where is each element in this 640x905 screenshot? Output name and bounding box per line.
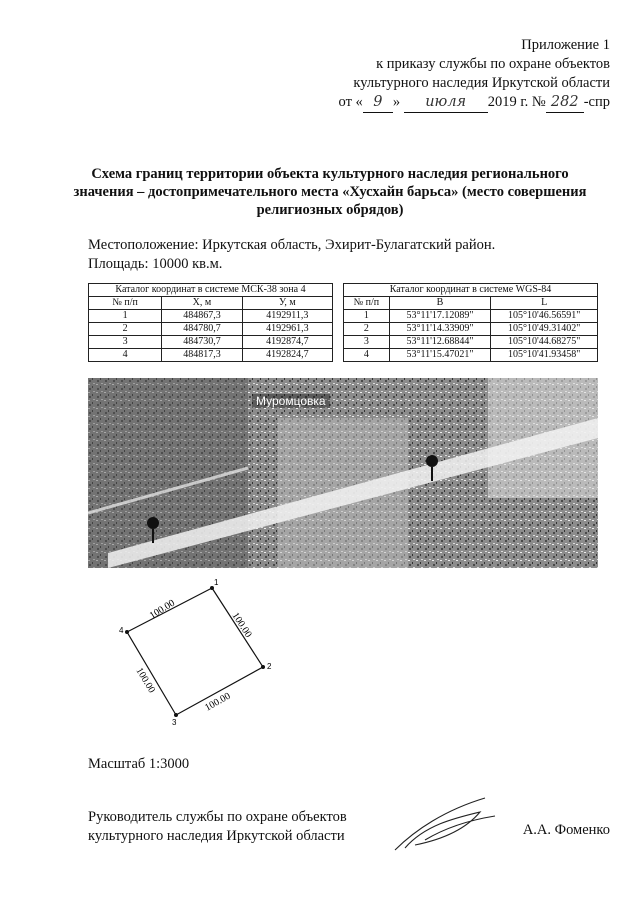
handwritten-signature [385, 790, 505, 865]
vertex-marker [261, 665, 265, 669]
position-line-2: культурного наследия Иркутской области [88, 828, 345, 844]
table-cell: 105°10'49.31402" [491, 323, 598, 336]
table-cell: 105°10'41.93458" [491, 349, 598, 362]
boundary-scheme-svg [110, 575, 290, 735]
table-row [344, 323, 598, 336]
document-title: Схема границ территории объекта культурного наследия регионального значения – достопримечательного места «Хусхайн барьса» (место совершения религиозных обрядов) [73, 166, 587, 218]
table-cell: 105°10'46.56591" [491, 310, 598, 323]
table-cell: 2 [89, 323, 162, 336]
table-cell: 3 [89, 336, 162, 349]
table-cell: 53°11'12.68844" [389, 336, 491, 349]
table-cell: 1 [344, 310, 390, 323]
date-suffix: -спр [583, 94, 610, 110]
date-month: июля [404, 93, 488, 113]
catalog-wgs-table [343, 283, 598, 362]
table-row [89, 349, 333, 362]
table-row [344, 310, 598, 323]
side-length-label: 100.00 [229, 610, 254, 640]
table-cell: 4192961,3 [242, 323, 332, 336]
table-cell: 4192824,7 [242, 349, 332, 362]
catalog-msk-header: У, м [242, 297, 332, 310]
vertex-label: 3 [172, 718, 177, 727]
table-cell: 3 [344, 336, 390, 349]
table-cell: 105°10'44.68275" [491, 336, 598, 349]
table-cell: 4 [89, 349, 162, 362]
signatory-position [88, 808, 347, 846]
table-row [89, 323, 333, 336]
table-cell: 4192874,7 [242, 336, 332, 349]
position-line-1: Руководитель службы по охране объектов [88, 809, 347, 825]
date-year: 2019 г. № [487, 94, 546, 110]
appendix-number: Приложение 1 [521, 37, 610, 53]
vertex-marker [174, 713, 178, 717]
signature-svg [385, 790, 505, 860]
appendix-header [339, 36, 610, 113]
date-mid: » [392, 94, 401, 110]
side-length-label: 100.00 [133, 665, 158, 696]
table-cell: 53°11'17.12089" [389, 310, 491, 323]
vertex-label: 1 [214, 578, 219, 587]
table-cell: 2 [344, 323, 390, 336]
table-cell: 484867,3 [162, 310, 243, 323]
catalog-wgs-header: № п/п [344, 297, 390, 310]
order-reference: к приказу службы по охране объектов [376, 56, 610, 72]
location-text: Местоположение: Иркутская область, Эхирит-Булагатский район. [88, 237, 496, 253]
table-cell: 1 [89, 310, 162, 323]
table-cell: 484817,3 [162, 349, 243, 362]
vertex-marker [125, 630, 129, 634]
table-row [344, 336, 598, 349]
table-cell: 484780,7 [162, 323, 243, 336]
vertex-label: 4 [119, 626, 124, 635]
boundary-polygon [127, 588, 263, 715]
catalog-wgs-caption: Каталог координат в системе WGS-84 [344, 284, 598, 297]
catalog-msk-header: X, м [162, 297, 243, 310]
scale-text: Масштаб 1:3000 [88, 756, 190, 772]
catalog-msk-table [88, 283, 333, 362]
boundary-scheme [110, 575, 290, 740]
village-label: Муромцовка [256, 394, 326, 408]
order-date-line [339, 93, 610, 113]
catalog-msk-caption: Каталог координат в системе МСК-38 зона 4 [89, 284, 333, 297]
vertex-label: 2 [267, 662, 272, 671]
table-cell: 4192911,3 [242, 310, 332, 323]
satellite-image [88, 378, 598, 568]
table-cell: 484730,7 [162, 336, 243, 349]
side-length-label: 100.00 [203, 690, 233, 714]
table-row [344, 349, 598, 362]
order-authority: культурного наследия Иркутской области [353, 75, 610, 91]
date-prefix: от « [338, 94, 363, 110]
table-row [89, 336, 333, 349]
catalog-msk-header: № п/п [89, 297, 162, 310]
signer-name: А.А. Фоменко [522, 822, 610, 838]
area-text: Площадь: 10000 кв.м. [88, 256, 223, 272]
catalog-wgs-header: L [491, 297, 598, 310]
catalog-wgs-header: B [389, 297, 491, 310]
side-length-label: 100.00 [147, 597, 177, 622]
table-cell: 4 [344, 349, 390, 362]
table-cell: 53°11'14.33909" [389, 323, 491, 336]
date-day: 9 [363, 93, 393, 113]
table-row [89, 310, 333, 323]
doc-number: 282 [546, 93, 584, 113]
table-cell: 53°11'15.47021" [389, 349, 491, 362]
satellite-map-svg [88, 378, 598, 568]
